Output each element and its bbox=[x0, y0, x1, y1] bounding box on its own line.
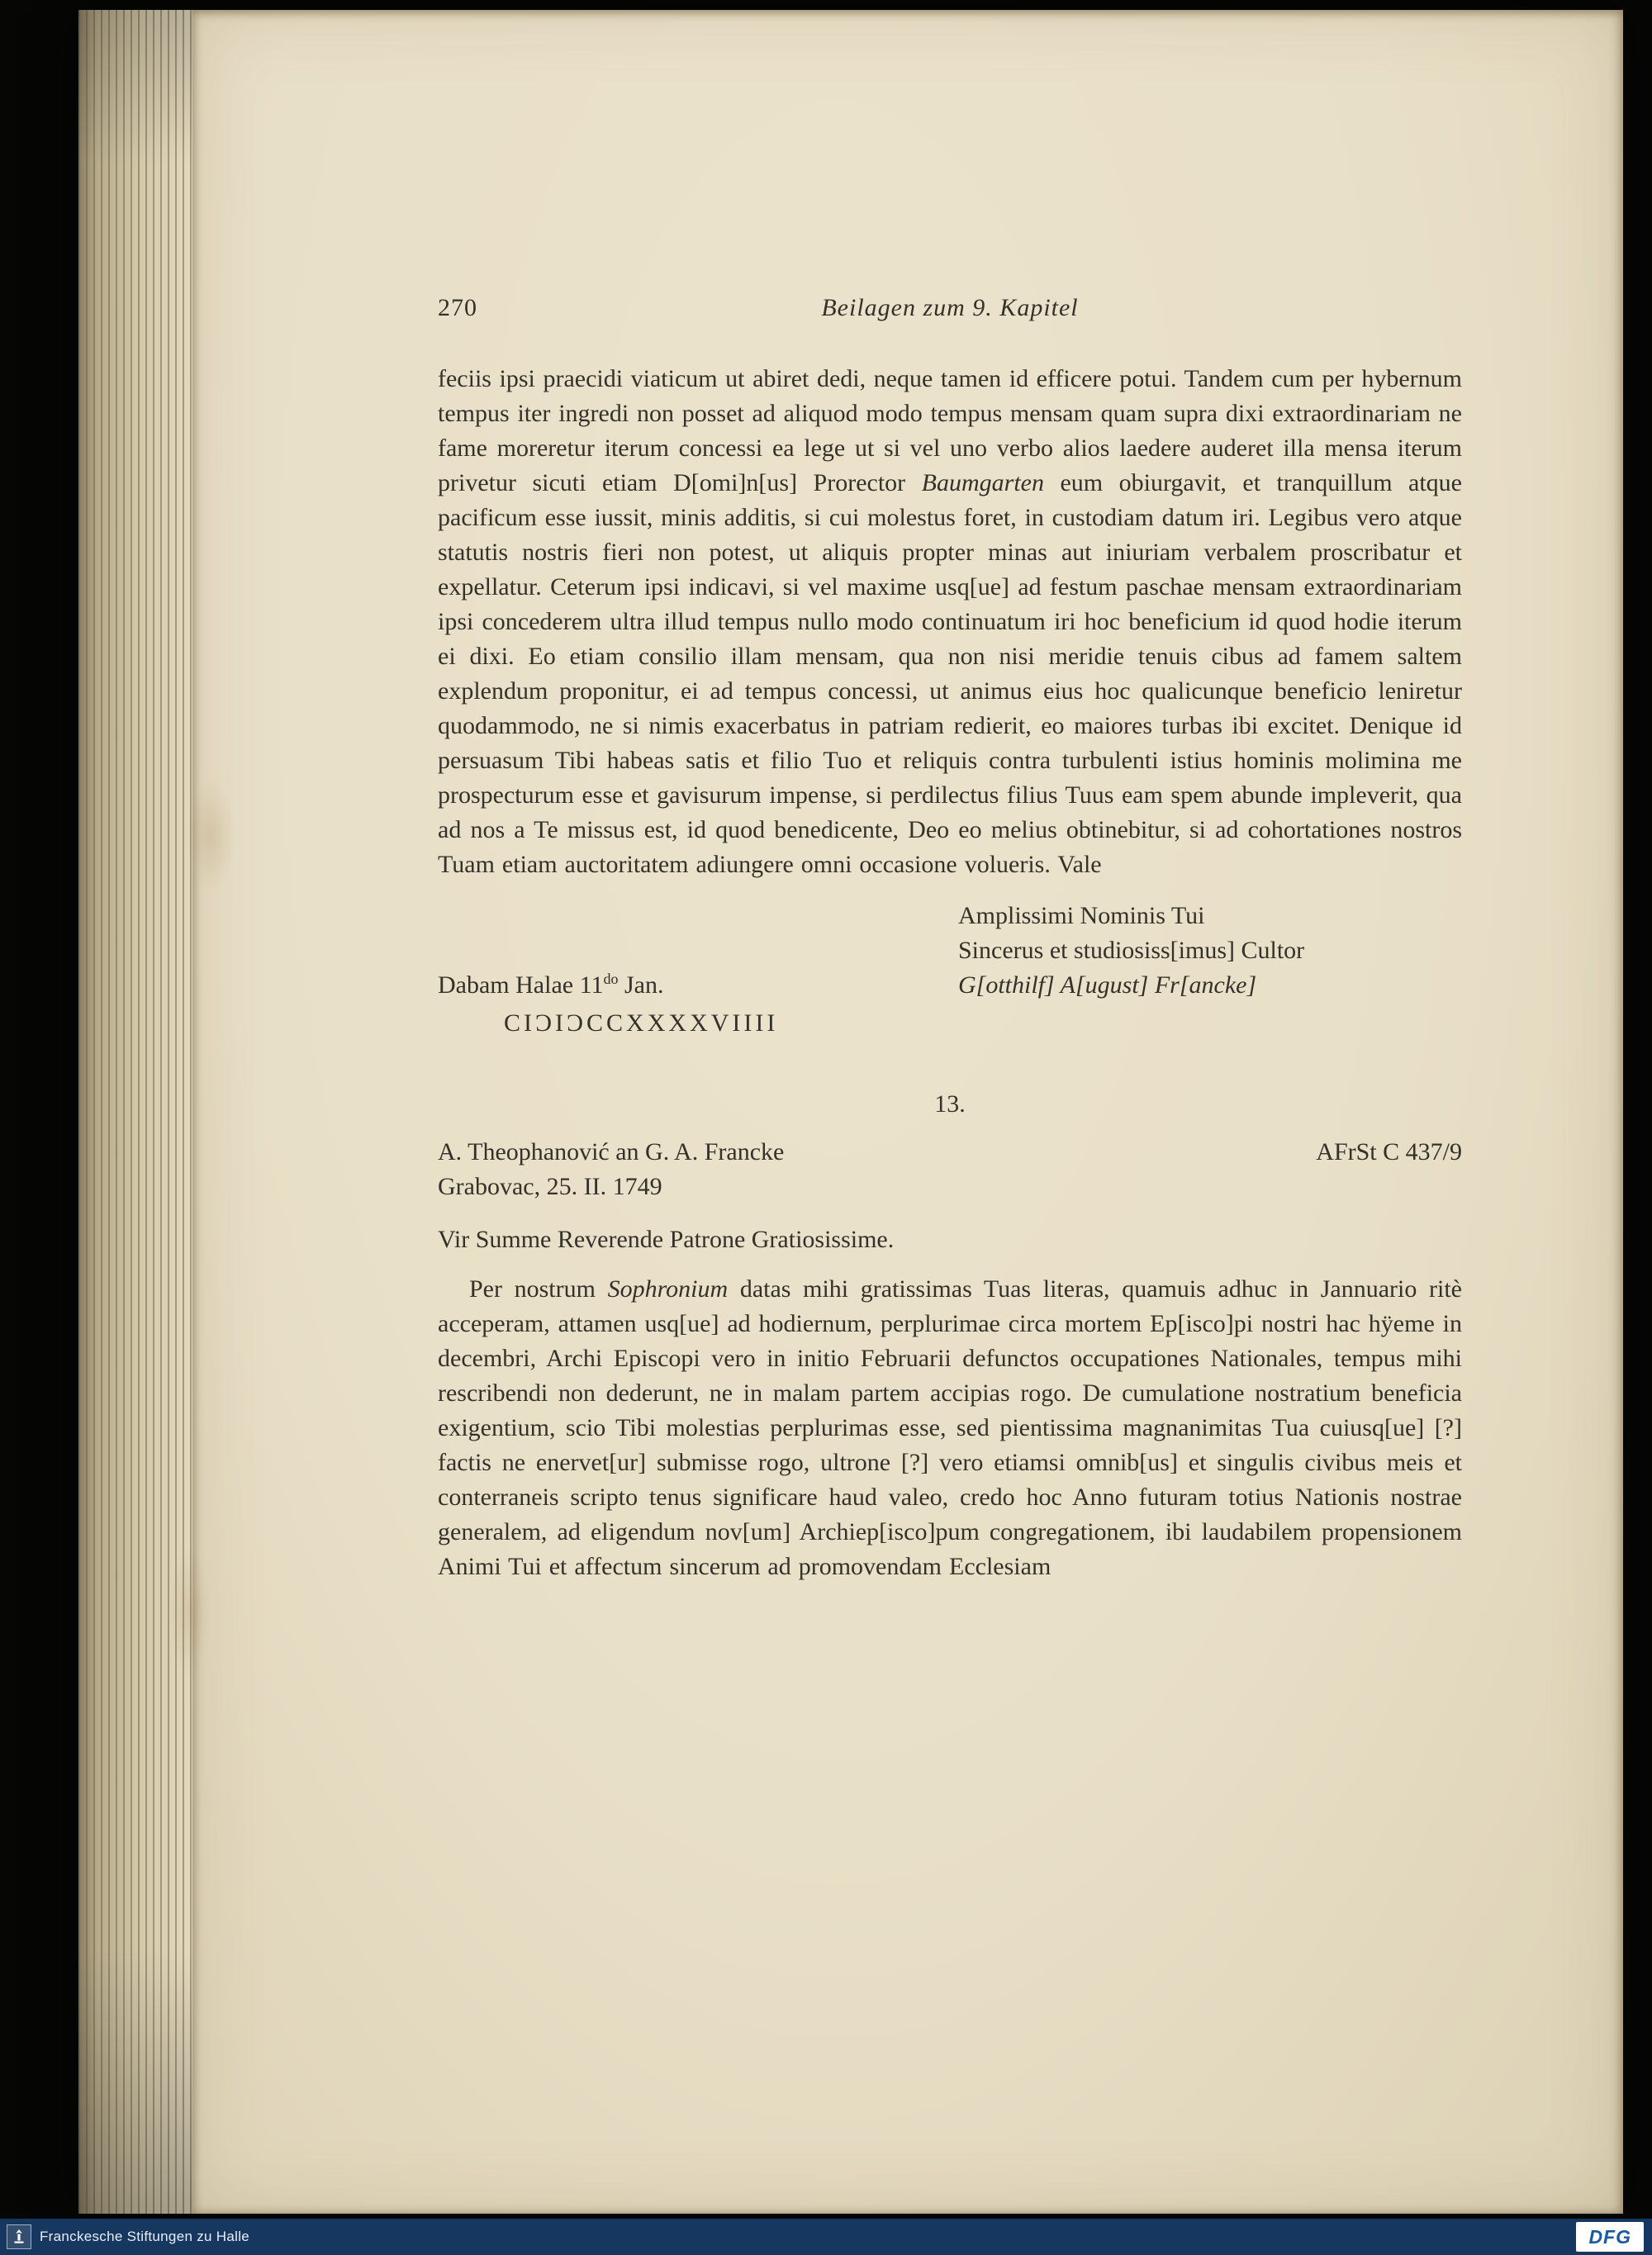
francke-foundations-logo-icon bbox=[7, 2224, 31, 2249]
page-content bbox=[438, 291, 1462, 1584]
letter1-body bbox=[438, 362, 1462, 882]
page-header bbox=[438, 291, 1462, 325]
dateline-superscript: do bbox=[603, 971, 619, 987]
section-number: 13. bbox=[934, 1090, 966, 1118]
letter2-body-post: datas mihi gratissimas Tuas literas, quamuis adhuc in Jannuario ritè acceperam, attamen usq[ue] ad hodiernum, perplurimae circa mortem Ep[isco]pi nostri hac hÿeme in decembri, Archi Episcopi vero in initio Februarii defunctos occupationes Nationales, tempus mihi rescribendi non dederunt, ne in malam partem accipias rogo. De cumulatione nostratium beneficia exigentium, scio Tibi molestias perplurimas esse, sed pientissima magnanimitas Tua cuiusq[ue] [?] factis ne enervet[ur] submisse rogo, ultrone [?] vero etiamsi omnib[us] et singulis civibus meis et conterraneis scripto tenus significare haud valeo, credo hoc Anno futuram totius Nationis nostrae generalem, ad eligendum nov[um] Archiep[isco]pum congregationem, ibi laudabilem propensionem Animi Tui et affectum sincerum ad promovendam Ecclesiam bbox=[438, 1275, 1463, 1580]
dfg-logo-text: DFG bbox=[1588, 2225, 1631, 2248]
viewer-footer-bar bbox=[0, 2219, 1652, 2255]
salutation: Vir Summe Reverende Patrone Gratiosissime. bbox=[438, 1226, 895, 1253]
place-date: Grabovac, 25. II. 1749 bbox=[438, 1173, 662, 1200]
dateline bbox=[438, 971, 663, 999]
letter1-body-post: eum obiurgavit, et tranquillum atque pacificum esse iussit, minis additis, si cui molestus foret, in custodiam datum iri. Legibus vero atque statutis nostris fieri non potest, ut aliquis propter minas aut iniuriam verbalem proscribatur et expellatur. Ceterum ipsi indicavi, si vel maxime usq[ue] ad festum paschae mensam extraordinariam ipsi concederem ultra illud tempus nullo modo continuatum iri hoc beneficium id quod hodie iterum ei dixi. Eo etiam consilio illam mensam, qua non nisi meridie tenuis cibus ad famem saltem explendum proponitur, ei ad tempus concessi, ut animus eius hoc qualicunque beneficio leniretur quodammodo, ne si nimis exacerbatus in patriam redierit, eo maiores turbas ibi excitet. Denique id persuasum Tibi habeas satis et filio Tuo et reliquis contra turbulenti istius hominis molimina me prospecturum esse et gavisurum impense, si perdilectus filius Tuus eam spem abunde impleverit, qua ad nos a Te missus est, id quod benedicente, Deo eo melius obtinebitur, si ad cohortationes nostros Tuam etiam auctoritatem adiungere omni occasione volueris. Vale bbox=[438, 469, 1462, 878]
dateline-text: Dabam Halae 11 bbox=[438, 971, 604, 999]
institution-name: Franckesche Stiftungen zu Halle bbox=[40, 2229, 250, 2244]
letter1-body-pre: feciis ipsi praecidi viaticum ut abiret dedi, neque tamen id efficere potui. Tandem cum per hybernum tempus iter ingredi non posset ad aliquod modo tempus mensam quam supra dixi extraordinariam ne fame moreretur iterum concessi ea lege ut si vel uno verbo alios laedere auderet illa mensa iterum privetur sicuti etiam D[omi]n[us] Prorector bbox=[438, 365, 1462, 496]
dfg-logo bbox=[1576, 2222, 1644, 2252]
archive-reference: AFrSt C 437/9 bbox=[1316, 1138, 1462, 1165]
book-scan bbox=[78, 10, 1623, 2214]
letter2-heading: A. Theophanović an G. A. Francke bbox=[438, 1138, 785, 1165]
signature-name: G[otthilf] A[ugust] Fr[ancke] bbox=[958, 971, 1257, 999]
dateline-signature-row bbox=[438, 968, 1462, 1003]
person-name-sophronium: Sophronium bbox=[607, 1275, 729, 1303]
roman-numeral-year: CIƆIƆCCXXXXVIIII bbox=[504, 1009, 779, 1037]
letter2-heading-row bbox=[438, 1135, 1462, 1170]
dateline-month: Jan. bbox=[618, 971, 664, 999]
letter2-body-pre: Per nostrum bbox=[469, 1275, 608, 1303]
footer-institution-block bbox=[7, 2224, 249, 2249]
person-name-baumgarten: Baumgarten bbox=[921, 469, 1044, 496]
page-edges-stack bbox=[78, 10, 194, 2214]
running-head: Beilagen zum 9. Kapitel bbox=[821, 294, 1079, 321]
closing-line-2: Sincerus et studiosiss[imus] Cultor bbox=[958, 937, 1305, 964]
letter2-body bbox=[438, 1272, 1462, 1584]
page-number: 270 bbox=[438, 294, 477, 321]
closing-line-1: Amplissimi Nominis Tui bbox=[958, 902, 1205, 929]
